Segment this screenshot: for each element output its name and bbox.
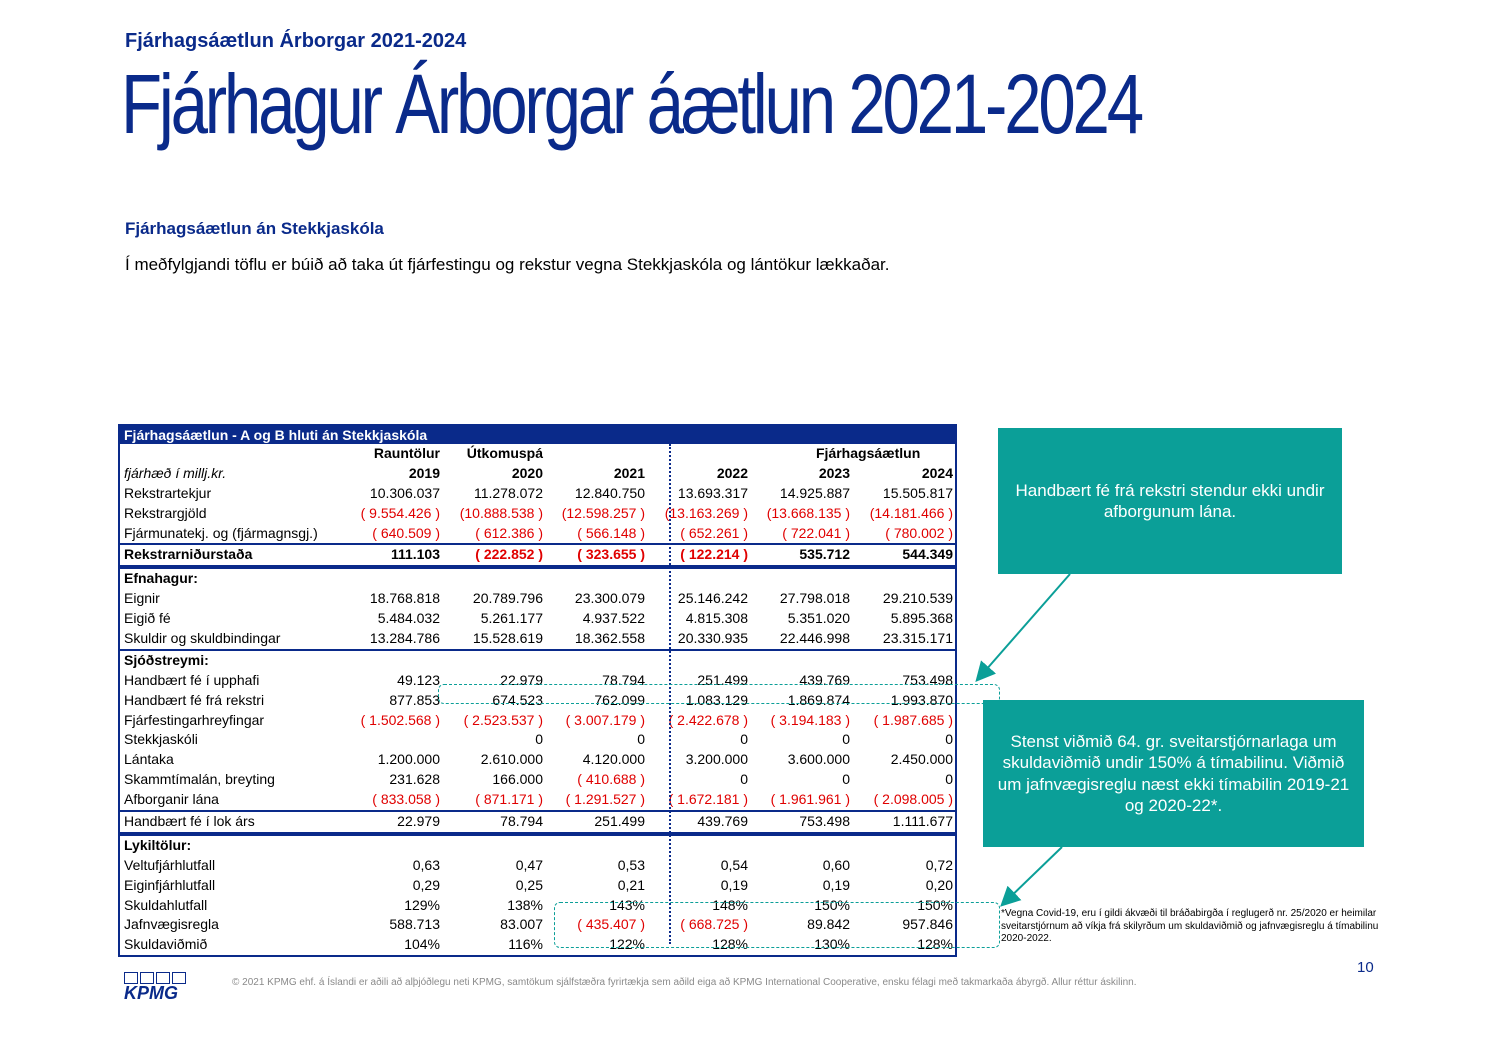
row-label: Skuldaviðmið bbox=[124, 936, 208, 953]
table-cell: (14.181.466 ) bbox=[869, 504, 953, 521]
table-cell: 439.769 bbox=[697, 813, 748, 830]
table-cell: 20.330.935 bbox=[677, 630, 748, 647]
row-label: Handbært fé í lok árs bbox=[124, 813, 255, 830]
table-cell: ( 410.688 ) bbox=[577, 771, 645, 788]
table-cell: ( 612.386 ) bbox=[475, 524, 543, 541]
table-cell: 1.200.000 bbox=[377, 751, 440, 768]
table-cell: 128% bbox=[917, 936, 953, 953]
table-cell: 29.210.539 bbox=[882, 590, 953, 607]
table-cell: 4.937.522 bbox=[582, 610, 645, 627]
row-label: Efnahagur: bbox=[124, 570, 198, 587]
table-cell: 0,25 bbox=[515, 876, 543, 893]
year-2023: 2023 bbox=[818, 464, 850, 481]
table-row bbox=[120, 524, 955, 544]
table-row bbox=[120, 543, 955, 567]
table-row bbox=[120, 834, 955, 856]
table-row bbox=[120, 790, 955, 810]
table-row bbox=[120, 711, 955, 731]
table-cell: 0,63 bbox=[412, 856, 440, 873]
intro-text: Í meðfylgjandi töflu er búið að taka út fjárfestingu og rekstur vegna Stekkjaskóla og lántökur lækkaðar. bbox=[125, 255, 890, 274]
table-cell: 4.815.308 bbox=[685, 610, 748, 627]
header-rauntolur: Rauntölur bbox=[373, 445, 440, 461]
table-cell: ( 780.002 ) bbox=[885, 524, 953, 541]
kpmg-logo bbox=[124, 972, 188, 1004]
table-row bbox=[120, 649, 955, 671]
table-cell: 674.523 bbox=[492, 691, 543, 708]
table-cell: (13.163.269 ) bbox=[664, 504, 748, 521]
table-cell: ( 668.725 ) bbox=[680, 916, 748, 933]
row-label: Sjóðstreymi: bbox=[124, 651, 209, 668]
table-cell: 1.869.874 bbox=[787, 691, 850, 708]
table-cell: 588.713 bbox=[389, 916, 440, 933]
row-label: Eigið fé bbox=[124, 610, 171, 627]
table-cell: ( 122.214 ) bbox=[680, 546, 748, 563]
table-cell: 129% bbox=[404, 896, 440, 913]
row-label: Skuldir og skuldbindingar bbox=[124, 630, 281, 647]
table-cell: 18.362.558 bbox=[574, 630, 645, 647]
table-cell: 150% bbox=[917, 896, 953, 913]
header-kicker: Fjárhagsáætlun Árborgar 2021-2024 bbox=[125, 30, 467, 52]
header-utkomuspa: Útkomuspá bbox=[466, 445, 543, 461]
table-cell: 0 bbox=[637, 731, 645, 748]
table-cell: 5.484.032 bbox=[377, 610, 440, 627]
table-cell: 0,47 bbox=[515, 856, 543, 873]
table-row bbox=[120, 876, 955, 896]
table-cell: ( 1.502.568 ) bbox=[360, 711, 440, 728]
table-cell: 11.278.072 bbox=[473, 484, 543, 501]
table-cell: 25.146.242 bbox=[677, 590, 748, 607]
callout-debt-ratio: Stenst viðmið 64. gr. sveitarstjórnarlaga um skuldaviðmið undir 150% á tímabilinu. Viðmið um jafnvægisreglu næst ekki tímabilin 2019-21 og 2020-22*. bbox=[983, 700, 1364, 847]
table-cell: 0 bbox=[842, 731, 850, 748]
table-cell: 49.123 bbox=[397, 671, 440, 688]
table-cell: 104% bbox=[404, 936, 440, 953]
header-fjarhagsaaetlun: Fjárhagsáætlun bbox=[816, 445, 921, 461]
table-cell: ( 2.098.005 ) bbox=[873, 791, 953, 808]
table-title: Fjárhagsáætlun - A og B hluti án Stekkjaskóla bbox=[120, 426, 955, 444]
year-2024: 2024 bbox=[921, 464, 953, 481]
row-label: Rekstrarniðurstaða bbox=[124, 546, 253, 563]
year-2019: 2019 bbox=[408, 464, 440, 481]
table-row bbox=[120, 750, 955, 770]
table-cell: 0,19 bbox=[720, 876, 748, 893]
table-cell: 150% bbox=[814, 896, 850, 913]
table-cell: 2.450.000 bbox=[890, 751, 953, 768]
table-cell: ( 833.058 ) bbox=[372, 791, 440, 808]
table-cell: 1.083.129 bbox=[685, 691, 748, 708]
row-label: Afborganir lána bbox=[124, 791, 219, 808]
table-cell: ( 566.148 ) bbox=[577, 524, 645, 541]
row-label: Jafnvægisregla bbox=[124, 916, 219, 933]
footnote: *Vegna Covid-19, eru í gildi ákvæði til bráðabirgða í reglugerð nr. 25/2020 er heimilar sveitarstjórnum að víkja frá skilyrðum um skuldaviðmið og jafnvægisreglu á tímabilinu 2020-2022. bbox=[1001, 908, 1379, 944]
table-cell: 89.842 bbox=[807, 916, 850, 933]
table-cell: 10.306.037 bbox=[369, 484, 440, 501]
table-cell: ( 2.422.678 ) bbox=[668, 711, 748, 728]
table-cell: 544.349 bbox=[902, 546, 953, 563]
table-cell: 3.200.000 bbox=[685, 751, 748, 768]
table-row bbox=[120, 730, 955, 750]
year-2021: 2021 bbox=[613, 464, 645, 481]
table-cell: 0 bbox=[740, 771, 748, 788]
table-cell: 20.789.796 bbox=[472, 590, 543, 607]
table-cell: 1.993.870 bbox=[890, 691, 953, 708]
table-cell: 0 bbox=[842, 771, 850, 788]
row-label: Stekkjaskóli bbox=[124, 731, 198, 748]
row-label: Veltufjárhlutfall bbox=[124, 856, 216, 873]
row-label: Fjármunatekj. og (fjármagnsgj.) bbox=[124, 524, 318, 541]
table-cell: (13.668.135 ) bbox=[766, 504, 850, 521]
table-cell: 111.103 bbox=[390, 546, 440, 563]
table-row bbox=[120, 589, 955, 609]
table-cell: 128% bbox=[712, 936, 748, 953]
arrow-to-cashflow bbox=[978, 574, 1070, 679]
table-cell: ( 323.655 ) bbox=[577, 546, 645, 563]
table-cell: 116% bbox=[508, 936, 543, 953]
callout-cashflow: Handbært fé frá rekstri stendur ekki undir afborgunum lána. bbox=[998, 428, 1342, 574]
page-title: Fjárhagur Árborgar áætlun 2021-2024 bbox=[121, 57, 1141, 151]
table-cell: 0,19 bbox=[822, 876, 850, 893]
table-cell: 78.794 bbox=[602, 671, 645, 688]
row-label: Rekstrargjöld bbox=[124, 504, 207, 521]
table-cell: 0 bbox=[945, 731, 953, 748]
table-cell: 122% bbox=[609, 936, 645, 953]
table-cell: (10.888.538 ) bbox=[459, 504, 543, 521]
row-label: Skammtímalán, breyting bbox=[124, 771, 275, 788]
logo-word: KPMG bbox=[124, 983, 178, 1003]
table-cell: 27.798.018 bbox=[779, 590, 850, 607]
page-number: 10 bbox=[1357, 959, 1374, 976]
table-cell: 957.846 bbox=[902, 916, 953, 933]
header-row-2 bbox=[120, 464, 955, 484]
table-cell: ( 2.523.537 ) bbox=[463, 711, 543, 728]
row-label: Handbært fé frá rekstri bbox=[124, 691, 265, 708]
table-cell: 877.853 bbox=[389, 691, 440, 708]
table-cell: 251.499 bbox=[697, 671, 748, 688]
table-cell: 439.769 bbox=[799, 671, 850, 688]
table-cell: ( 871.171 ) bbox=[475, 791, 543, 808]
table-cell: ( 1.987.685 ) bbox=[873, 711, 953, 728]
row-label: Lántaka bbox=[124, 751, 174, 768]
table-cell: 0,29 bbox=[412, 876, 440, 893]
table-cell: ( 722.041 ) bbox=[782, 524, 850, 541]
table-row bbox=[120, 504, 955, 524]
table-cell: 143% bbox=[609, 896, 645, 913]
table-row bbox=[120, 609, 955, 629]
table-cell: 0 bbox=[740, 731, 748, 748]
section-subheading: Fjárhagsáætlun án Stekkjaskóla bbox=[125, 219, 384, 238]
table-cell: ( 222.852 ) bbox=[475, 546, 543, 563]
table-cell: 23.315.171 bbox=[882, 630, 953, 647]
row-label: Eiginfjárhlutfall bbox=[124, 876, 216, 893]
table-cell: 0,21 bbox=[617, 876, 645, 893]
table-cell: ( 640.509 ) bbox=[372, 524, 440, 541]
table-cell: ( 3.194.183 ) bbox=[770, 711, 850, 728]
table-cell: ( 1.672.181 ) bbox=[668, 791, 748, 808]
table-cell: 753.498 bbox=[902, 671, 953, 688]
table-cell: 0 bbox=[535, 731, 543, 748]
row-label: Rekstrartekjur bbox=[124, 484, 212, 501]
table-row bbox=[120, 484, 955, 504]
table-cell: 15.505.817 bbox=[882, 484, 953, 501]
arrow-to-ratios bbox=[1003, 847, 1062, 904]
row-label: Lykiltölur: bbox=[124, 836, 192, 853]
table-cell: 18.768.818 bbox=[369, 590, 440, 607]
table-cell: 3.600.000 bbox=[787, 751, 850, 768]
table-cell: 5.351.020 bbox=[787, 610, 850, 627]
table-cell: 2.610.000 bbox=[480, 751, 543, 768]
table-cell: 5.895.368 bbox=[890, 610, 953, 627]
table-cell: 166.000 bbox=[492, 771, 543, 788]
table-cell: 12.840.750 bbox=[574, 484, 645, 501]
table-cell: 14.925.887 bbox=[779, 484, 850, 501]
table-row bbox=[120, 567, 955, 589]
table-cell: 13.284.786 bbox=[369, 630, 440, 647]
table-cell: ( 435.407 ) bbox=[577, 916, 645, 933]
table-row bbox=[120, 629, 955, 649]
table-cell: ( 1.291.527 ) bbox=[565, 791, 645, 808]
table-cell: 0,53 bbox=[617, 856, 645, 873]
table-cell: 251.499 bbox=[594, 813, 645, 830]
table-cell: 535.712 bbox=[799, 546, 850, 563]
table-cell: 0,72 bbox=[925, 856, 953, 873]
header-row-1 bbox=[120, 444, 955, 464]
table-cell: 762.099 bbox=[594, 691, 645, 708]
table-cell: 130% bbox=[814, 936, 850, 953]
table-cell: 22.979 bbox=[397, 813, 440, 830]
table-cell: 753.498 bbox=[799, 813, 850, 830]
table-cell: 0,60 bbox=[822, 856, 850, 873]
table-cell: 15.528.619 bbox=[472, 630, 543, 647]
table-cell: 4.120.000 bbox=[582, 751, 645, 768]
table-row bbox=[120, 810, 955, 834]
table-cell: 0,54 bbox=[720, 856, 748, 873]
table-cell: 83.007 bbox=[500, 916, 543, 933]
table-cell: ( 3.007.179 ) bbox=[565, 711, 645, 728]
table-cell: ( 9.554.426 ) bbox=[360, 504, 440, 521]
row-label: Skuldahlutfall bbox=[124, 896, 208, 913]
table-cell: 148% bbox=[712, 896, 748, 913]
table-cell: 231.628 bbox=[389, 771, 440, 788]
table-cell: 23.300.079 bbox=[574, 590, 645, 607]
dashed-highlight-ratios bbox=[554, 902, 1000, 948]
table-cell: 0 bbox=[945, 771, 953, 788]
year-2020: 2020 bbox=[511, 464, 543, 481]
table-cell: 22.979 bbox=[500, 671, 543, 688]
table-cell: 78.794 bbox=[500, 813, 543, 830]
table-cell: 0,20 bbox=[925, 876, 953, 893]
table-cell: ( 1.961.961 ) bbox=[770, 791, 850, 808]
unit-label: fjárhæð í millj.kr. bbox=[124, 464, 227, 481]
copyright-text: © 2021 KPMG ehf. á Íslandi er aðili að alþjóðlegu neti KPMG, samtökum sjálfstæðra fyrirtækja sem aðild eiga að KPMG International Cooperative, ensku félagi með takmarkaða ábyrgð. Allur réttur áskilinn. bbox=[232, 977, 1137, 988]
table-cell: 22.446.998 bbox=[779, 630, 850, 647]
table-row bbox=[120, 770, 955, 790]
table-cell: 13.693.317 bbox=[677, 484, 748, 501]
dashed-highlight-cashflow bbox=[438, 684, 1000, 704]
row-label: Eignir bbox=[124, 590, 160, 607]
table-row bbox=[120, 856, 955, 876]
row-label: Fjárfestingarhreyfingar bbox=[124, 711, 265, 728]
table-cell: ( 652.261 ) bbox=[680, 524, 748, 541]
table-cell: (12.598.257 ) bbox=[561, 504, 645, 521]
table-cell: 1.111.677 bbox=[892, 813, 953, 830]
row-label: Handbært fé í upphafi bbox=[124, 671, 260, 688]
year-2022: 2022 bbox=[716, 464, 748, 481]
table-cell: 138% bbox=[507, 896, 543, 913]
table-cell: 5.261.177 bbox=[480, 610, 543, 627]
